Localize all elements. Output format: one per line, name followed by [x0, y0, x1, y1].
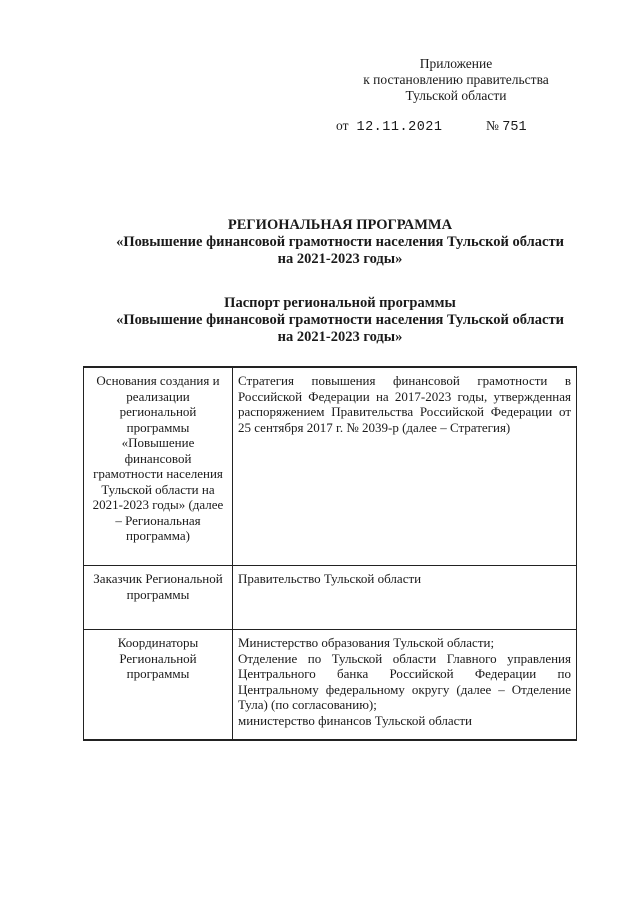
- row-value: [233, 566, 577, 630]
- row-value-paragraph: Отделение по Тульской области Главного управления Центрального банка Российской Федерации по Центральному федеральному округу (далее – Отделение Тула) (по согласованию);: [238, 650, 571, 712]
- row-value-paragraph: министерство финансов Тульской области: [238, 712, 473, 728]
- row-value: [233, 367, 577, 566]
- row-value-paragraph: Правительство Тульской области: [238, 571, 422, 586]
- passport-title-line-1: Паспорт региональной программы: [224, 295, 456, 311]
- appendix-line-2: к постановлению правительства: [363, 72, 549, 87]
- program-title: [60, 217, 620, 268]
- passport-title-line-3: на 2021-2023 годы»: [277, 329, 403, 345]
- row-label: Заказчик Региональной программы: [84, 566, 233, 630]
- table-row: [84, 630, 577, 741]
- decree-number-block: [486, 118, 527, 136]
- program-title-line-3: на 2021-2023 годы»: [277, 251, 403, 267]
- appendix-line-1: Приложение: [419, 56, 493, 71]
- decree-number: 751: [502, 120, 527, 135]
- table-row: [84, 367, 577, 566]
- passport-title-line-2: «Повышение финансовой грамотности населения Тульской области: [116, 312, 564, 328]
- decree-date: 12.11.2021: [356, 120, 443, 135]
- row-label: Координаторы Региональной программы: [84, 630, 233, 741]
- program-title-line-1: РЕГИОНАЛЬНАЯ ПРОГРАММА: [227, 217, 453, 233]
- row-value: [233, 630, 577, 741]
- decree-number-label: №: [486, 118, 499, 133]
- passport-title: [60, 295, 620, 346]
- table-row: [84, 566, 577, 630]
- decree-from-label: от: [336, 118, 349, 133]
- row-value-paragraph: Министерство образования Тульской области;: [238, 635, 495, 650]
- appendix-header: [336, 56, 576, 104]
- row-value-paragraph: Стратегия повышения финансовой грамотности в Российской Федерации на 2017-2023 годы, утвержденная распоряжением Правительства Российской Федерации от 25 сентября 2017 г. № 2039-р (далее – Стратегия): [238, 373, 571, 435]
- decree-date-number: [336, 118, 527, 136]
- program-title-line-2: «Повышение финансовой грамотности населения Тульской области: [116, 234, 564, 250]
- row-label: Основания создания и реализации региональной программы «Повышение финансовой грамотности населения Тульской области на 2021-2023 годы» (далее – Региональная программа): [84, 367, 233, 566]
- appendix-line-3: Тульской области: [405, 88, 507, 103]
- passport-table: [83, 366, 577, 741]
